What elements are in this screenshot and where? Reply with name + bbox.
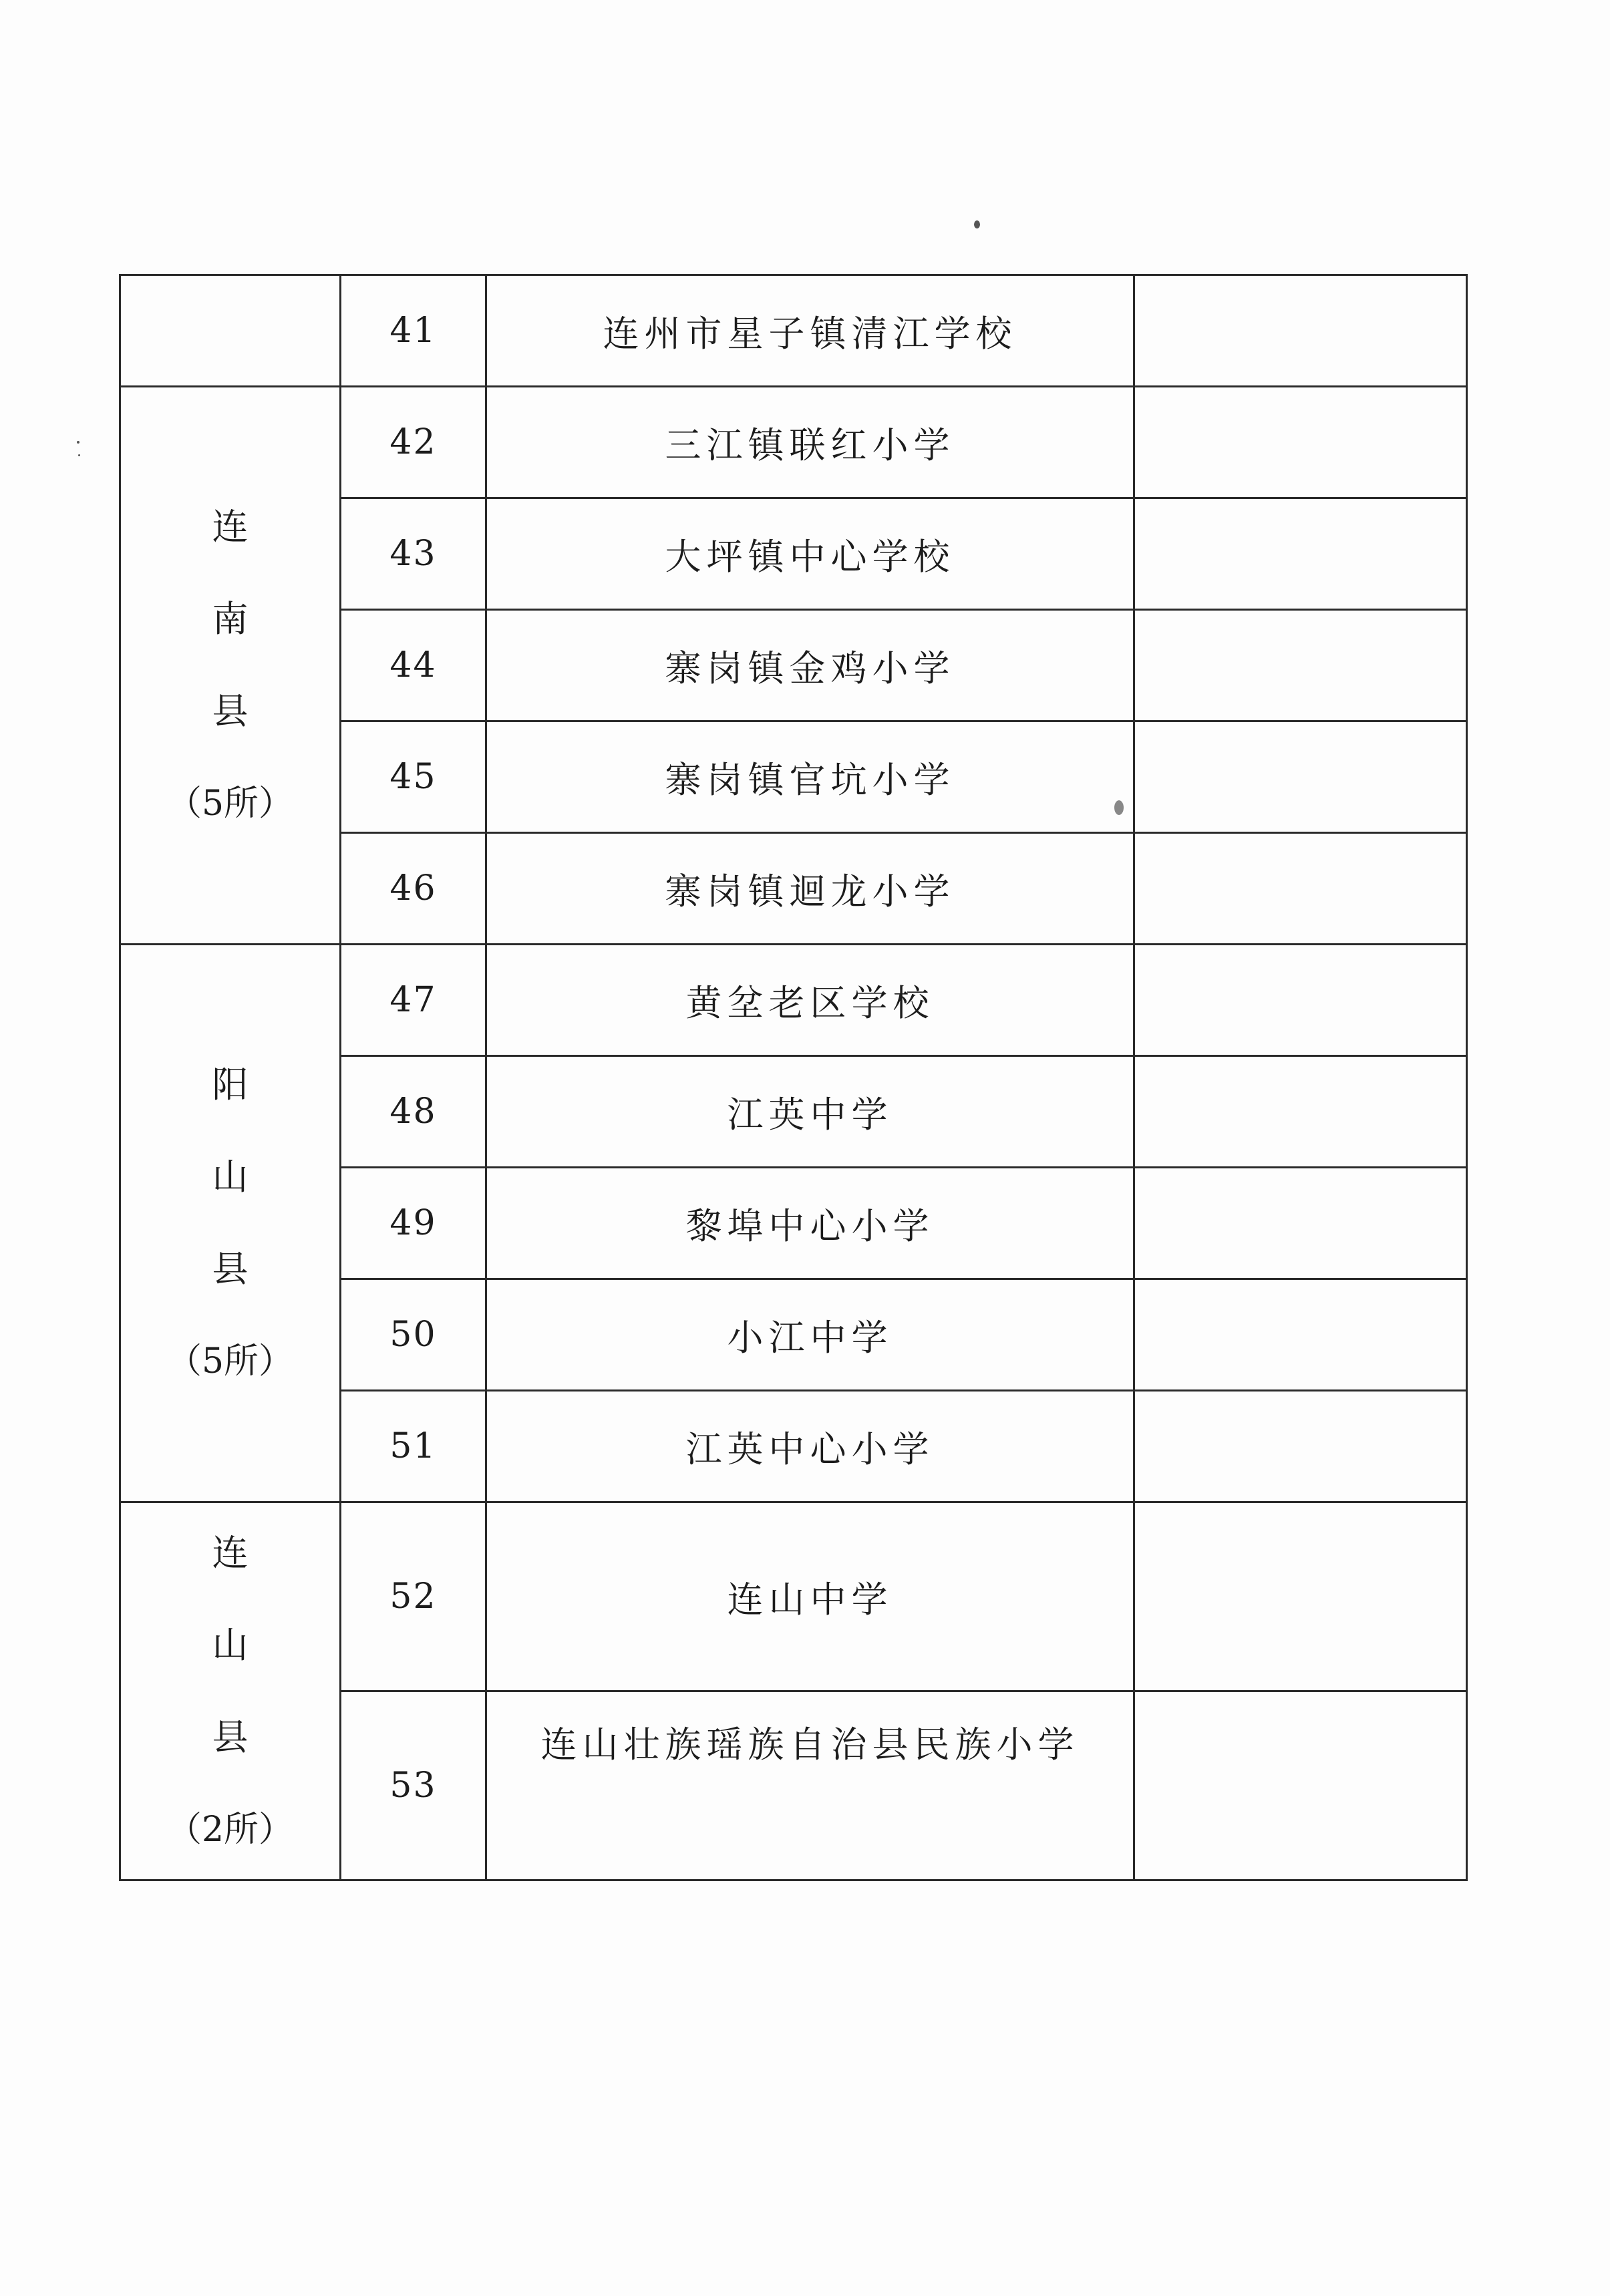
county-cell-empty: [120, 275, 341, 387]
row-number-cell: [341, 1168, 486, 1279]
row-number: 46: [389, 868, 437, 909]
county-cell: [120, 1502, 341, 1880]
row-number: 44: [389, 645, 437, 685]
note-cell: [1134, 610, 1467, 721]
row-number-cell: [341, 1502, 486, 1691]
school-name-cell: [486, 833, 1134, 945]
note-cell: [1134, 498, 1467, 610]
school-name-cell: [486, 721, 1134, 833]
row-number-cell: [341, 610, 486, 721]
school-name: 黄坌老区学校: [685, 981, 935, 1024]
row-number: 52: [389, 1577, 437, 1617]
row-number-cell: [341, 833, 486, 945]
county-char: 县: [212, 1248, 249, 1290]
school-name: 江英中心小学: [685, 1428, 935, 1470]
note-cell: [1134, 1691, 1467, 1880]
note-cell: [1134, 1391, 1467, 1502]
row-number: 47: [389, 980, 437, 1020]
school-name-cell: [486, 1691, 1134, 1880]
row-number-cell: [341, 945, 486, 1056]
note-cell: [1134, 833, 1467, 945]
school-name: 江英中学: [727, 1093, 893, 1136]
school-name: 寨岗镇官坑小学: [665, 758, 955, 801]
row-number: 53: [389, 1766, 437, 1806]
row-number: 50: [389, 1315, 437, 1355]
county-char: 阳: [212, 1063, 249, 1106]
row-number-cell: [341, 1391, 486, 1502]
county-char: 连: [212, 506, 249, 548]
school-name-cell: [486, 610, 1134, 721]
row-number-cell: [341, 1056, 486, 1168]
row-number: 51: [389, 1426, 437, 1466]
county-label: [121, 1039, 339, 1408]
school-list-table: [119, 274, 1468, 1881]
school-name-cell: [486, 387, 1134, 498]
table-row: [120, 275, 1467, 387]
scan-speck: [78, 454, 80, 456]
county-char: 县: [212, 690, 249, 732]
note-cell: [1134, 1279, 1467, 1391]
school-name: 小江中学: [727, 1316, 893, 1359]
school-name-cell: [486, 945, 1134, 1056]
note-cell: [1134, 387, 1467, 498]
row-number: 49: [389, 1203, 437, 1243]
school-count: （5所）: [166, 1341, 294, 1381]
county-char: 县: [212, 1715, 249, 1758]
school-name-cell: [486, 1056, 1134, 1168]
note-cell: [1134, 1168, 1467, 1279]
note-cell: [1134, 1502, 1467, 1691]
county-cell: [120, 387, 341, 945]
school-name-cell: [486, 1168, 1134, 1279]
table-row: [120, 945, 1467, 1056]
row-number-cell: [341, 1279, 486, 1391]
note-cell: [1134, 945, 1467, 1056]
school-name: 寨岗镇金鸡小学: [665, 647, 955, 689]
school-name: 大坪镇中心学校: [665, 535, 955, 578]
row-number-cell: [341, 275, 486, 387]
county-label: [121, 1507, 339, 1876]
county-char: 南: [212, 598, 249, 640]
row-number: 48: [389, 1092, 437, 1132]
row-number-cell: [341, 721, 486, 833]
school-name-cell: [486, 1279, 1134, 1391]
school-name: 连山中学: [727, 1578, 893, 1621]
note-cell: [1134, 1056, 1467, 1168]
row-number: 41: [389, 311, 437, 351]
school-name-cell: [486, 498, 1134, 610]
note-cell: [1134, 721, 1467, 833]
county-char: 连: [212, 1531, 249, 1574]
table-row: [120, 1502, 1467, 1691]
table-row: [120, 387, 1467, 498]
school-name: 黎埠中心小学: [685, 1204, 935, 1247]
row-number-cell: [341, 498, 486, 610]
county-cell: [120, 945, 341, 1502]
county-label: [121, 481, 339, 850]
scan-speck: [77, 441, 79, 444]
row-number: 43: [389, 534, 437, 574]
row-number: 42: [389, 422, 437, 462]
school-name-cell: [486, 275, 1134, 387]
school-name: 寨岗镇迴龙小学: [665, 870, 955, 913]
school-count: （2所）: [166, 1809, 294, 1850]
county-char: 山: [212, 1156, 249, 1198]
school-name: 三江镇联红小学: [665, 424, 955, 466]
school-name: 连州市星子镇清江学校: [603, 312, 1017, 355]
row-number-cell: [341, 1691, 486, 1880]
row-number: 45: [389, 757, 437, 797]
school-name-cell: [486, 1391, 1134, 1502]
note-cell: [1134, 275, 1467, 387]
row-number-cell: [341, 387, 486, 498]
county-char: 山: [212, 1623, 249, 1666]
school-count: （5所）: [166, 784, 294, 824]
school-name-cell: [486, 1502, 1134, 1691]
school-name: 连山壮族瑶族自治县民族小学: [540, 1724, 1080, 1766]
scan-speck: [974, 220, 980, 228]
